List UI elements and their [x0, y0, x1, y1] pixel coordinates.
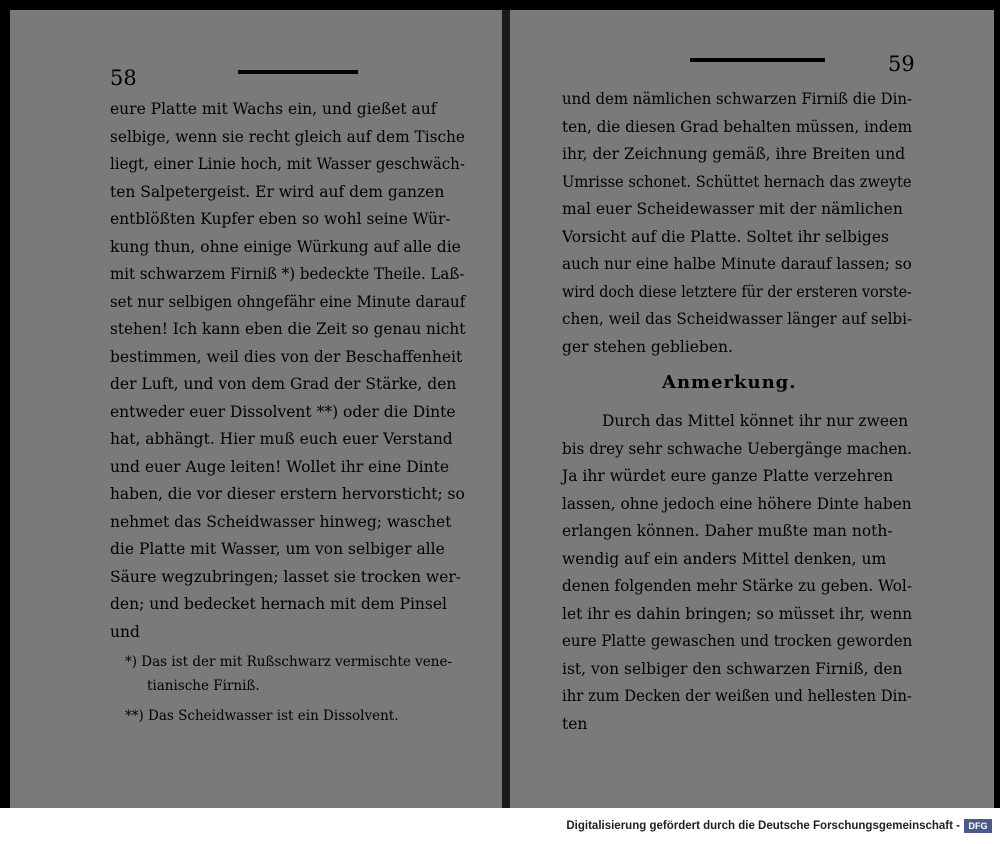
funding-credit: Digitalisierung gefördert durch die Deutsche Forschungsgemeinschaft -: [566, 820, 960, 832]
book-gutter: [502, 10, 510, 808]
right-page: [510, 10, 994, 808]
text-line: selbige, wenn sie recht gleich auf dem Tische: [110, 127, 466, 146]
text-line: die Platte mit Wasser, um von selbiger alle: [110, 540, 445, 558]
left-footnotes: [125, 650, 470, 728]
text-line: mal euer Scheidewasser mit der nämlichen: [562, 200, 903, 218]
text-line: liegt, einer Linie hoch, mit Wasser geschwäch-: [110, 155, 465, 173]
header-rule-right: [690, 58, 825, 62]
right-body-text-bottom: [562, 408, 912, 738]
text-line: hat, abhängt. Hier muß euch euer Verstand: [110, 430, 453, 448]
footnote-line: tianische Firniß.: [147, 678, 260, 694]
page-number-right: 59: [888, 52, 915, 76]
text-line: ihr, der Zeichnung gemäß, ihre Breiten und: [562, 145, 906, 163]
text-line: Durch das Mittel könnet ihr nur zween: [602, 412, 909, 430]
text-line: Vorsicht auf die Platte. Soltet ihr selbiges: [562, 227, 889, 246]
text-line: der Luft, und von dem Grad der Stärke, den: [110, 375, 457, 393]
text-line: haben, die vor dieser erstern hervorsticht; so: [110, 485, 465, 503]
text-line: Säure wegzubringen; lasset sie trocken wer-: [110, 567, 462, 586]
text-line: wendig auf ein anders Mittel denken, um: [562, 549, 887, 568]
text-line: und: [110, 622, 140, 641]
text-line: ten, die diesen Grad behalten müssen, indem: [562, 117, 913, 136]
text-line: Umrisse schonet. Schüttet hernach das zweyte: [562, 172, 912, 191]
book-spread: [10, 10, 994, 808]
text-line: Ja ihr würdet eure ganze Platte verzehren: [562, 467, 894, 485]
text-line: kung thun, ohne einige Würkung auf alle die: [110, 237, 461, 256]
text-line: chen, weil das Scheidwasser länger auf selbi-: [562, 310, 913, 328]
left-page: [10, 10, 502, 808]
text-line: bestimmen, weil dies von der Beschaffenheit: [110, 347, 463, 366]
text-line: wird doch diese letztere für der ersteren vorste-: [562, 282, 912, 301]
text-line: ten Salpetergeist. Er wird auf dem ganzen: [110, 182, 445, 201]
text-line: ten: [562, 714, 588, 733]
footnote-line: *) Das ist der mit Rußschwarz vermischte vene-: [125, 654, 453, 670]
text-line: und dem nämlichen schwarzen Firniß die Din-: [562, 90, 913, 108]
text-line: stehen! Ich kann eben die Zeit so genau nicht: [110, 320, 466, 338]
section-heading: Anmerkung.: [662, 372, 797, 393]
text-line: entblößten Kupfer eben so wohl seine Wür-: [110, 210, 451, 228]
text-line: ger stehen geblieben.: [562, 337, 733, 356]
right-body-text-top: [562, 86, 912, 361]
text-line: erlangen können. Daher mußte man noth-: [562, 522, 893, 540]
page-number-left: 58: [110, 66, 137, 90]
dfg-logo: DFG: [964, 819, 992, 833]
text-line: und euer Auge leiten! Wollet ihr eine Dinte: [110, 457, 450, 476]
text-line: den; und bedecket hernach mit dem Pinsel: [110, 595, 447, 613]
text-line: eure Platte gewaschen und trocken geworden: [562, 632, 913, 650]
text-line: nehmet das Scheidwasser hinweg; waschet: [110, 512, 452, 531]
text-line: ihr zum Decken der weißen und hellesten Din-: [562, 687, 912, 705]
text-line: denen folgenden mehr Stärke zu geben. Wol-: [562, 577, 912, 595]
header-rule-left: [238, 70, 358, 74]
left-body-text: [110, 96, 465, 646]
text-line: set nur selbigen ohngefähr eine Minute darauf: [110, 292, 466, 311]
text-line: auch nur eine halbe Minute darauf lassen; so: [562, 255, 912, 273]
text-line: mit schwarzem Firniß *) bedeckte Theile. Laß-: [110, 265, 465, 283]
footer-bar: [0, 808, 1000, 844]
text-line: eure Platte mit Wachs ein, und gießet auf: [110, 100, 437, 118]
text-line: ist, von selbiger den schwarzen Firniß, den: [562, 659, 903, 678]
text-line: entweder euer Dissolvent **) oder die Dinte: [110, 402, 456, 421]
footnote-line: **) Das Scheidwasser ist ein Dissolvent.: [125, 708, 399, 724]
text-line: lassen, ohne jedoch eine höhere Dinte haben: [562, 494, 912, 513]
text-line: let ihr es dahin bringen; so müsset ihr, wenn: [562, 604, 913, 623]
text-line: bis drey sehr schwache Uebergänge machen.: [562, 439, 913, 458]
